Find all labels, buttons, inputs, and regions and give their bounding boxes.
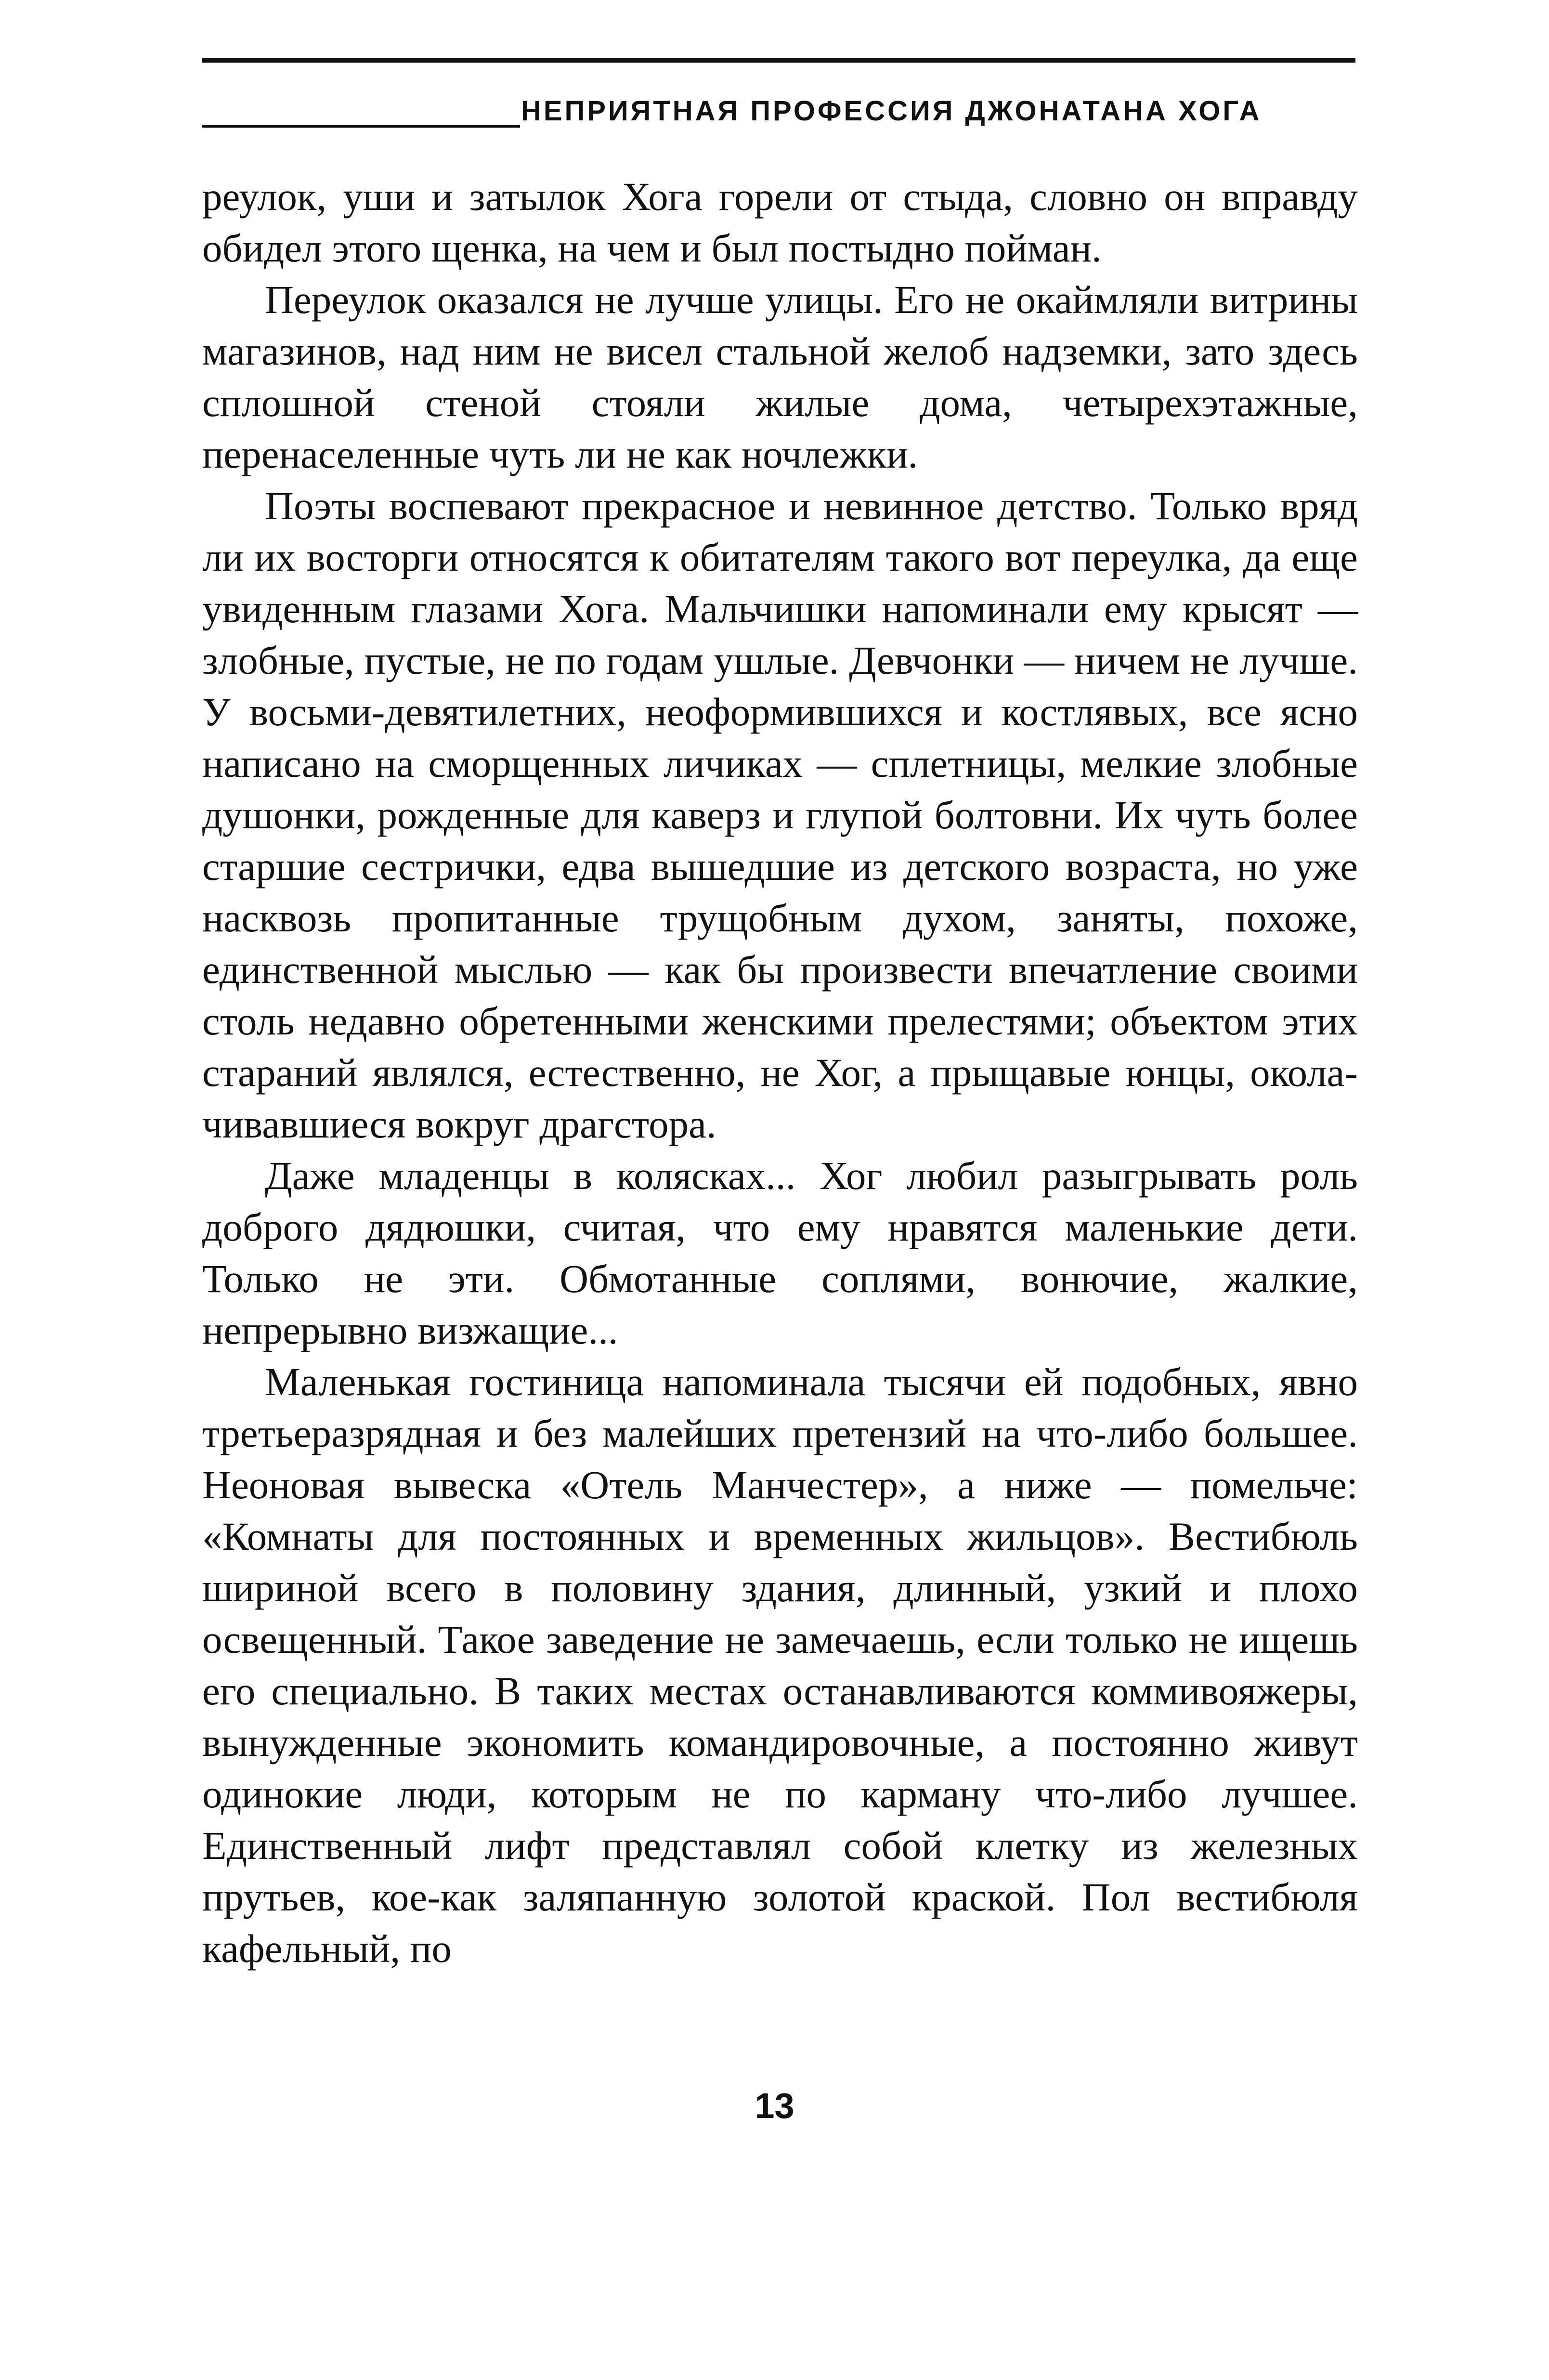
body-text xyxy=(202,171,1358,1975)
paragraph: Даже младенцы в колясках... Хог любил разыгрывать роль доброго дядюшки, считая, что ему нравятся маленькие дети. Только не эти. Обмотанные соплями, вонючие, жалкие, непрерывно визжащие... xyxy=(202,1153,1358,1352)
paragraph: Переулок оказался не лучше улицы. Его не окаймляли витрины магазинов, над ним не висел стальной желоб надземки, зато здесь сплошной стеной стояли жилые дома, четырехэтажные, перенаселенные чуть ли не как ночлежки. xyxy=(202,277,1358,476)
paragraph: Маленькая гостиница напоминала тысячи ей подобных, явно третьеразрядная и без малейших претензий на что-либо большее. Неоновая вывеска «Отель Манчестер», а ниже — помельче: «Комнаты для постоянных и временных жильцов». Вестибюль шириной всего в половину здания, длинный, узкий и плохо освещенный. Такое заведение не замечаешь, если только не ищешь его специально. В таких местах останавливаются коммивояжеры, вынужденные экономить командировочные, а постоянно живут одинокие люди, которым не по карману что-либо лучшее. Единственный лифт представлял собой клетку из железных прутьев, кое-как заляпанную золотой краской. Пол вестибюля кафельный, по xyxy=(202,1360,1358,1971)
page-number: 13 xyxy=(755,2086,794,2126)
running-head-title: НЕПРИЯТНАЯ ПРОФЕССИЯ ДЖОНАТАНА ХОГА xyxy=(521,95,1262,127)
paragraph: Поэты воспевают прекрасное и невинное детство. Только вряд ли их восторги относятся к обитателям такого вот переулка, да еще увиденным глазами Хога. Мальчишки напоминали ему крысят — злобные, пустые, не по годам ушлые. Девчонки — ничем не лучше. У восьми-девятилетних, неоформившихся и костлявых, все ясно написано на сморщенных личиках — сплетницы, мелкие злобные душонки, рожденные для каверз и глупой болтовни. Их чуть более старшие сестрички, едва вышедшие из детского возраста, но уже насквозь пропитанные трущобным духом, заняты, похоже, единственной мыслью — как бы произвести впечатление своими столь недавно обретенными женскими прелестями; объектом этих стараний являлся, естественно, не Хог, а прыщавые юнцы, околачивавшиеся вокруг драгстора. xyxy=(202,484,1358,1146)
paragraph-continued: реулок, уши и затылок Хога горели от стыда, словно он вправду обидел этого щенка, на чем и был постыдно пойман. xyxy=(202,174,1358,270)
running-head-rule xyxy=(202,125,520,128)
top-rule xyxy=(202,58,1355,63)
